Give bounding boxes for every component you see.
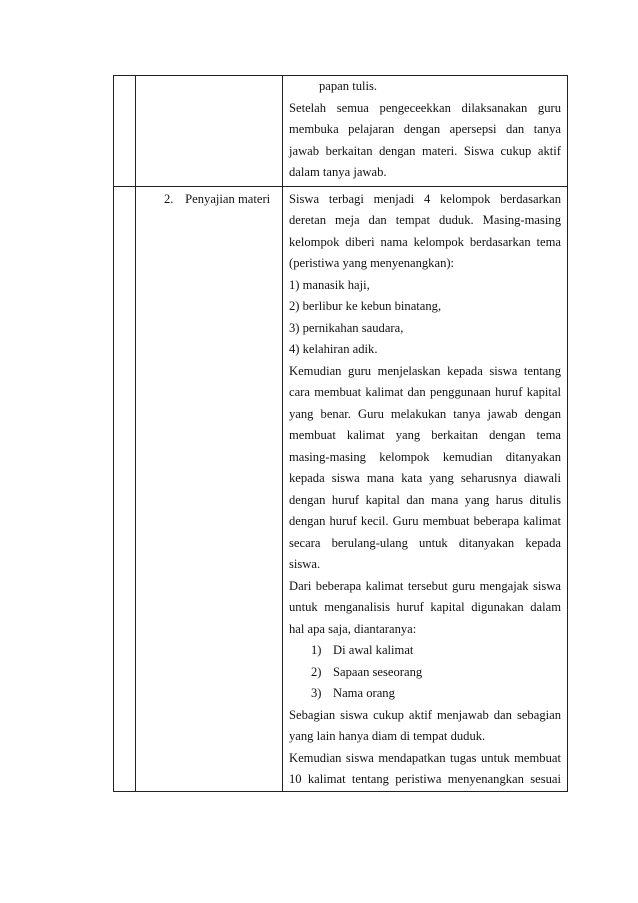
stage-cell xyxy=(136,186,283,791)
number-cell xyxy=(114,76,136,187)
number-cell xyxy=(114,186,136,791)
capital-letter-uses-list xyxy=(289,640,561,705)
participation-paragraph: Sebagian siswa cukup aktif menjawab dan sebagian yang lain hanya diam di tempat duduk. xyxy=(289,707,561,743)
stage-number: 2. xyxy=(164,191,174,206)
table-row xyxy=(114,76,568,187)
stage-label xyxy=(136,187,282,211)
group-paragraph: Siswa terbagi menjadi 4 kelompok berdasarkan deretan meja dan tempat duduk. Masing-masing kelompok diberi nama kelompok berdasarkan tema (peristiwa yang menyenangkan): xyxy=(289,191,561,270)
description-cell xyxy=(283,76,568,187)
assignment-paragraph: Kemudian siswa mendapatkan tugas untuk membuat 10 kalimat tentang peristiwa menyenangkan sesuai xyxy=(289,750,561,786)
continued-text: papan tulis. xyxy=(319,79,378,93)
analysis-paragraph: Dari beberapa kalimat tersebut guru mengajak siswa untuk menganalisis huruf kapital digunakan dalam hal apa saja, diantaranya: xyxy=(289,578,561,636)
table-row xyxy=(114,186,568,791)
opening-paragraph: Setelah semua pengeceekkan dilaksanakan guru membuka pelajaran dengan apersepsi dan tanya jawab berkaitan dengan materi. Siswa cukup aktif dalam tanya jawab. xyxy=(289,100,561,179)
stage-title: Penyajian materi xyxy=(185,191,271,206)
description-cell xyxy=(283,186,568,791)
theme-item: 1) manasik haji, xyxy=(289,277,370,292)
lesson-activity-table xyxy=(113,75,568,792)
list-item: 3) Nama orang xyxy=(311,686,395,700)
list-item: 1) Di awal kalimat xyxy=(311,643,414,657)
stage-cell xyxy=(136,76,283,187)
theme-item: 3) pernikahan saudara, xyxy=(289,320,404,335)
theme-item: 4) kelahiran adik. xyxy=(289,342,378,356)
theme-item: 2) berlibur ke kebun binatang, xyxy=(289,299,442,313)
explanation-paragraph: Kemudian guru menjelaskan kepada siswa tentang cara membuat kalimat dan penggunaan huruf kapital yang benar. Guru melakukan tanya jawab dengan membuat kalimat yang berkaitan dengan tema masing-masing kelompok kemudian ditanyakan kepada siswa mana kata yang seharusnya diawali dengan huruf kapital dan mana yang harus ditulis dengan huruf kecil. Guru membuat beberapa kalimat secara berulang-ulang untuk ditanyakan kepada siswa. xyxy=(289,363,561,571)
list-item: 2) Sapaan seseorang xyxy=(311,664,423,679)
